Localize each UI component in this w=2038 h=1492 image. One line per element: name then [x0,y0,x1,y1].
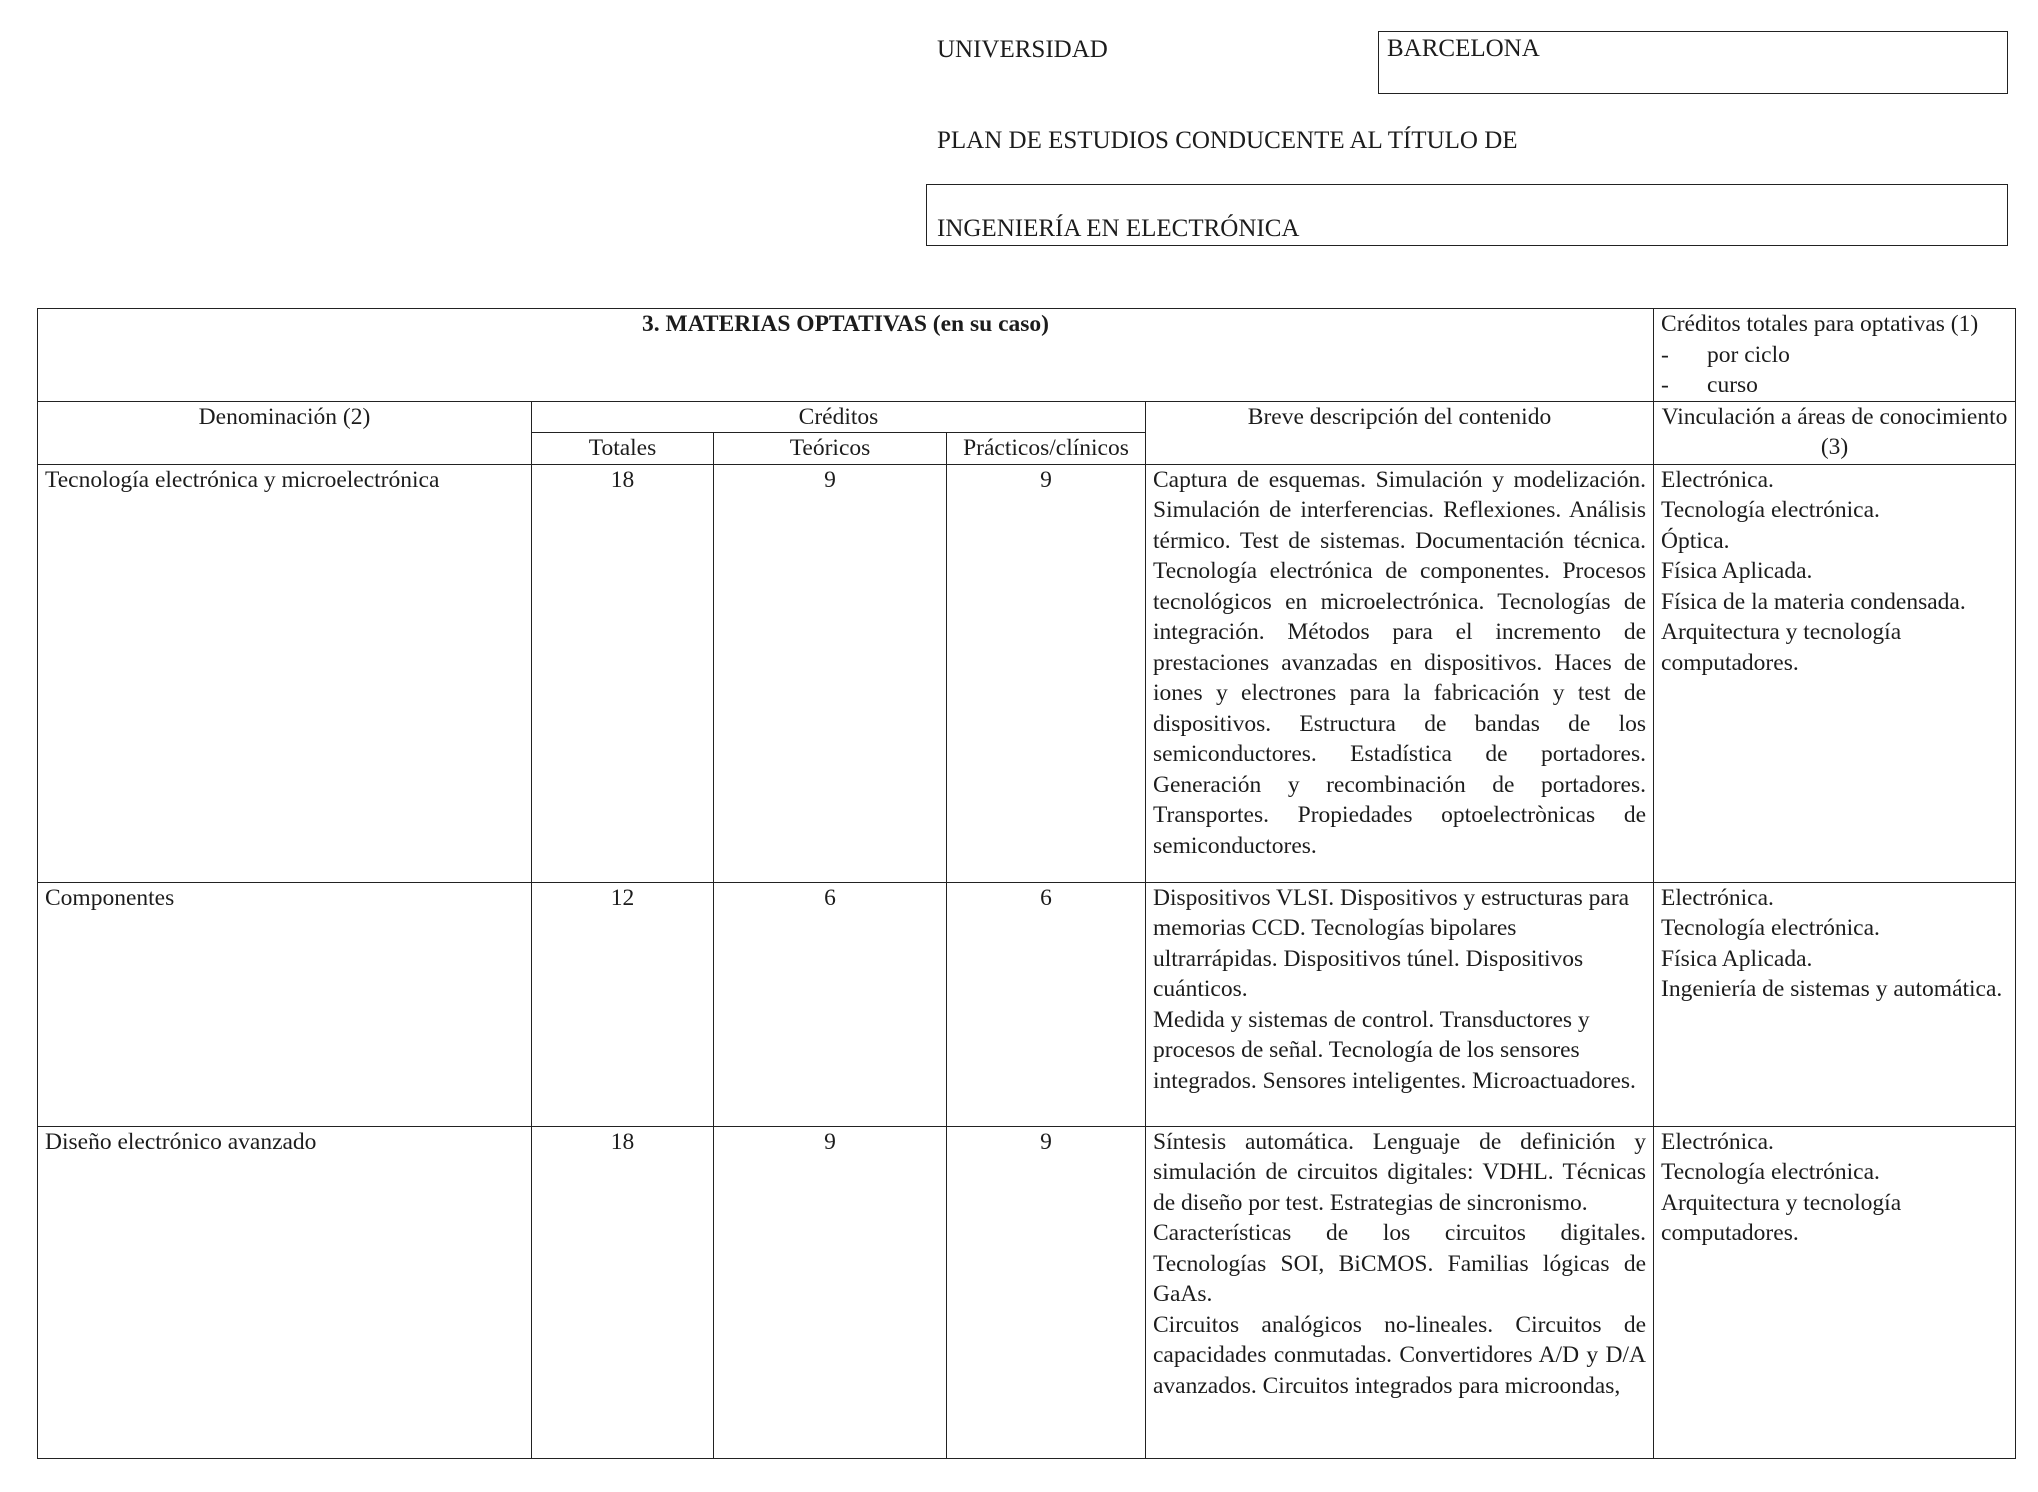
description-paragraph: Circuitos analógicos no-lineales. Circuitos de capacidades conmutadas. Convertidores A/D y D/A avanzados. Circuitos integrados para microondas, [1153,1311,1647,1399]
description-paragraph: Características de los circuitos digitales. Tecnologías SOI, BiCMOS. Familias lógicas de GaAs. [1153,1220,1647,1307]
area-item: Tecnología electrónica. [1661,915,1880,941]
area-item: Electrónica. [1661,884,1774,911]
area-item: Ingeniería de sistemas y automática. [1661,976,2003,1002]
area-item: Óptica. [1661,527,1730,554]
row-description [1146,1126,1654,1458]
col-descripcion: Breve descripción del contenido [1146,401,1654,464]
description-paragraph: Dispositivos VLSI. Dispositivos y estructuras para memorias CCD. Tecnologías bipolares ultrarrápidas. Dispositivos túnel. Dispositivos cuánticos. [1153,884,1630,1002]
column-header-row [38,401,2016,433]
universidad-label: UNIVERSIDAD [937,36,1108,63]
col-practicos: Prácticos/clínicos [947,433,1146,465]
section-header-row [38,309,2016,402]
materias-optativas-table [37,308,2016,1459]
credits-info-item: - por ciclo [1661,341,1790,368]
area-item: Tecnología electrónica. [1661,497,1880,523]
credits-info-item: - curso [1661,372,1758,398]
table-row [38,464,2016,882]
table-row [38,882,2016,1126]
area-item: Física de la materia condensada. [1661,588,1966,615]
area-item: Arquitectura y tecnología computadores. [1661,1189,1902,1246]
plan-label: PLAN DE ESTUDIOS CONDUCENTE AL TÍTULO DE [937,127,1518,154]
col-teoricos: Teóricos [714,433,947,465]
area-item: Electrónica. [1661,1128,1774,1155]
row-areas [1654,1126,2016,1458]
area-item: Física Aplicada. [1661,558,1813,584]
row-areas [1654,882,2016,1126]
universidad-field [1378,31,2008,94]
row-practicos: 9 [947,1126,1146,1458]
col-denominacion: Denominación (2) [38,401,532,464]
universidad-value: BARCELONA [1387,35,1540,62]
row-name: Diseño electrónico avanzado [38,1126,532,1458]
area-item: Electrónica. [1661,466,1774,493]
titulo-value: INGENIERÍA EN ELECTRÓNICA [937,215,1300,242]
row-practicos: 9 [947,464,1146,882]
row-description [1146,464,1654,882]
section-title-cell [38,309,1654,402]
area-item: Tecnología electrónica. [1661,1159,1880,1185]
table-row [38,1126,2016,1458]
row-totales: 18 [532,1126,714,1458]
col-creditos: Créditos [532,401,1146,433]
row-name: Tecnología electrónica y microelectrónica [38,464,532,882]
section-title: 3. MATERIAS OPTATIVAS [642,311,927,337]
row-description [1146,882,1654,1126]
row-teoricos: 9 [714,464,947,882]
row-teoricos: 6 [714,882,947,1126]
area-item: Física Aplicada. [1661,945,1813,972]
row-teoricos: 9 [714,1126,947,1458]
description-paragraph: Captura de esquemas. Simulación y modelización. Simulación de interferencias. Reflexiones. Análisis térmico. Test de sistemas. Documentación técnica. Tecnología electrónica de componentes. Procesos tecnológicos en microelectrónica. Tecnologías de integración. Métodos para el incremento de prestaciones avanzadas en dispositivos. Haces de iones y electrones para la fabricación y test de dispositivos. Estructura de bandas de los semiconductores. Estadística de portadores. Generación y recombinación de portadores. Transportes. Propiedades optoelectrònicas de semiconductores. [1153,466,1647,859]
row-name: Componentes [38,882,532,1126]
credits-info-cell [1654,309,2016,402]
description-paragraph: Medida y sistemas de control. Transductores y procesos de señal. Tecnología de los sensores integrados. Sensores inteligentes. Microactuadores. [1153,1006,1636,1094]
description-paragraph: Síntesis automática. Lenguaje de definición y simulación de circuitos digitales: VDHL. Técnicas de diseño por test. Estrategias de sincronismo. [1153,1128,1647,1216]
titulo-field [926,184,2008,246]
row-totales: 12 [532,882,714,1126]
col-vinculacion: Vinculación a áreas de conocimiento (3) [1654,401,2016,464]
row-areas [1654,464,2016,882]
row-totales: 18 [532,464,714,882]
section-title-note: (en su caso) [932,311,1049,337]
col-totales: Totales [532,433,714,465]
credits-info-title: Créditos totales para optativas (1) [1661,311,1979,337]
area-item: Arquitectura y tecnología computadores. [1661,619,1902,676]
row-practicos: 6 [947,882,1146,1126]
